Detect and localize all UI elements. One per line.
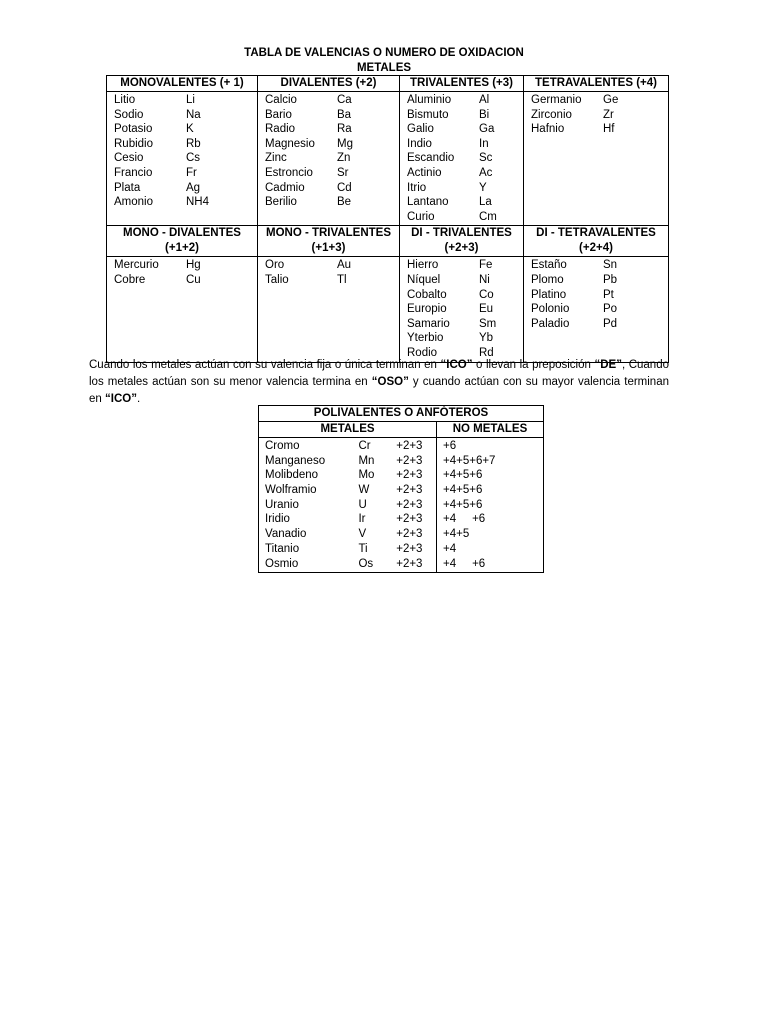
poly-element-symbol: Ti xyxy=(358,542,368,555)
element-name: Plata xyxy=(114,181,141,194)
element-symbol: Pb xyxy=(603,273,618,286)
poly-element-name: Titanio xyxy=(265,542,300,555)
para-bold: “ICO” xyxy=(440,359,473,371)
element-row xyxy=(114,122,257,137)
poly-body-row xyxy=(259,438,544,573)
poly-nometal-valence: +4+5 xyxy=(443,528,470,541)
element-symbol: Co xyxy=(479,288,494,301)
poly-row xyxy=(265,527,436,542)
element-row xyxy=(407,137,523,152)
element-list xyxy=(524,257,669,362)
element-name: Amonio xyxy=(114,196,153,209)
poly-element-symbol: Mo xyxy=(358,469,375,482)
element-symbol: Cs xyxy=(186,152,201,165)
poly-metal-valence: +2+3 xyxy=(396,542,423,555)
poly-metal-valence: +2+3 xyxy=(396,557,423,570)
poly-metal-valence: +2+3 xyxy=(396,484,423,497)
element-name: Potasio xyxy=(114,123,153,136)
para-text: , Cuando los metales actúan son su menor valencia termina en xyxy=(89,359,669,388)
valence-table xyxy=(106,75,669,363)
poly-element-name: Iridio xyxy=(265,513,290,526)
poly-element-symbol: Cr xyxy=(358,440,371,452)
element-name: Berilio xyxy=(265,196,297,209)
element-row xyxy=(531,93,668,108)
para-text: . xyxy=(136,393,141,405)
element-row xyxy=(531,288,668,303)
element-symbol: Po xyxy=(603,303,618,316)
element-name: Rodio xyxy=(407,346,438,359)
element-row xyxy=(114,258,257,273)
element-row xyxy=(407,122,523,137)
element-symbol: Ra xyxy=(337,123,352,136)
element-name: Galio xyxy=(407,123,434,136)
poly-row xyxy=(265,454,436,469)
element-row xyxy=(265,93,399,108)
poly-metal-valence: +2+3 xyxy=(396,454,423,467)
element-name: Polonio xyxy=(531,303,570,316)
poly-title: POLIVALENTES O ANFÓTEROS xyxy=(259,406,544,422)
element-name: Estroncio xyxy=(265,166,313,179)
element-symbol: Be xyxy=(337,196,352,209)
element-name: Platino xyxy=(531,288,567,301)
element-row xyxy=(265,108,399,123)
element-symbol: Al xyxy=(479,94,490,106)
poly-row xyxy=(265,468,436,483)
header-line: (+1+2) xyxy=(165,242,199,255)
element-symbol: Zr xyxy=(603,108,614,121)
element-symbol: Y xyxy=(479,181,487,194)
element-symbol: Pd xyxy=(603,317,618,330)
para-bold: “OSO” xyxy=(371,376,409,388)
element-row xyxy=(265,195,399,210)
element-row xyxy=(407,93,523,108)
header-cell: MONOVALENTES (+ 1) xyxy=(107,76,258,92)
poly-row xyxy=(265,483,436,498)
element-row xyxy=(114,137,257,152)
element-symbol: Ge xyxy=(603,94,619,106)
header-line: (+2+3) xyxy=(444,242,479,255)
header-line: (+2+4) xyxy=(579,242,613,255)
poly-metal-list xyxy=(259,438,437,573)
element-row xyxy=(407,210,523,225)
poly-row xyxy=(265,512,436,527)
poly-nometal-valence: +4 +6 xyxy=(443,513,486,526)
element-symbol: Hg xyxy=(186,259,201,272)
para-text: o llevan la preposición xyxy=(472,359,595,371)
poly-row xyxy=(265,498,436,513)
col-metales: METALES xyxy=(259,422,437,438)
element-symbol: Sr xyxy=(337,166,349,179)
poly-element-name: Cromo xyxy=(265,440,300,452)
poly-nometal-valence: +4 xyxy=(443,542,457,555)
element-symbol: Rd xyxy=(479,346,494,359)
element-symbol: Sn xyxy=(603,259,618,272)
element-symbol: NH4 xyxy=(186,196,210,209)
element-symbol: Ni xyxy=(479,273,490,286)
poly-element-symbol: W xyxy=(358,484,370,497)
element-name: Hierro xyxy=(407,259,439,272)
element-list xyxy=(107,257,258,362)
element-name: Paladio xyxy=(531,317,570,330)
element-symbol: Ag xyxy=(186,181,201,194)
element-list xyxy=(400,257,524,362)
poly-element-symbol: Mn xyxy=(358,454,375,467)
element-name: Yterbio xyxy=(407,332,444,345)
poly-nometal-valence: +4+5+6+7 xyxy=(443,454,496,467)
poly-title-row xyxy=(259,406,544,422)
element-row xyxy=(407,273,523,288)
element-symbol: Bi xyxy=(479,108,490,121)
element-list xyxy=(258,92,400,226)
element-row xyxy=(407,181,523,196)
element-row xyxy=(407,195,523,210)
poly-element-symbol: Ir xyxy=(358,513,366,526)
element-name: Aluminio xyxy=(407,94,452,106)
element-row xyxy=(114,108,257,123)
element-name: Oro xyxy=(265,259,285,272)
poly-element-name: Osmio xyxy=(265,557,299,570)
poly-element-symbol: U xyxy=(358,498,367,511)
element-row xyxy=(265,151,399,166)
poly-nometal-valence: +4+5+6 xyxy=(443,498,483,511)
element-name: Germanio xyxy=(531,94,582,106)
element-list xyxy=(107,92,258,226)
element-row xyxy=(114,151,257,166)
header-cell xyxy=(258,226,400,257)
body-row-bottom xyxy=(107,257,669,362)
element-name: Níquel xyxy=(407,273,441,286)
element-row xyxy=(265,137,399,152)
element-name: Talio xyxy=(265,273,289,286)
poly-metal-valence: +2+3 xyxy=(396,469,423,482)
poly-element-name: Wolframio xyxy=(265,484,317,497)
poly-element-symbol: V xyxy=(358,528,367,541)
element-name: Hafnio xyxy=(531,123,565,136)
element-name: Bario xyxy=(265,108,292,121)
element-symbol: Yb xyxy=(479,332,494,345)
header-cell xyxy=(524,226,669,257)
header-cell: DIVALENTES (+2) xyxy=(258,76,400,92)
element-symbol: Au xyxy=(337,259,352,272)
col-no-metales: NO METALES xyxy=(437,422,544,438)
element-row xyxy=(531,108,668,123)
para-text: Cuando los metales actúan con su valencia fija o única terminan en xyxy=(89,359,441,371)
element-name: Mercurio xyxy=(114,259,159,272)
element-row xyxy=(531,258,668,273)
element-row xyxy=(407,331,523,346)
header-line: MONO - TRIVALENTES xyxy=(265,227,391,240)
element-symbol: Na xyxy=(186,108,201,121)
poly-nometal-valence: +6 xyxy=(443,440,457,452)
element-symbol: Mg xyxy=(337,137,353,150)
element-row xyxy=(531,302,668,317)
element-row xyxy=(265,166,399,181)
element-list xyxy=(524,92,669,226)
poly-metal-valence: +2+3 xyxy=(396,440,423,452)
element-symbol: Li xyxy=(186,94,195,106)
element-list xyxy=(400,92,524,226)
element-name: Cobalto xyxy=(407,288,447,301)
element-name: Curio xyxy=(407,210,435,223)
element-symbol: Pt xyxy=(603,288,614,301)
header-row-top xyxy=(107,76,669,92)
header-cell xyxy=(400,226,524,257)
element-symbol: Fe xyxy=(479,259,493,272)
element-name: Bismuto xyxy=(407,108,449,121)
element-row xyxy=(531,317,668,332)
element-symbol: Cu xyxy=(186,273,201,286)
element-name: Magnesio xyxy=(265,137,315,150)
element-list xyxy=(258,257,400,362)
poly-element-name: Manganeso xyxy=(265,454,326,467)
header-line: DI - TETRAVALENTES xyxy=(536,227,656,240)
explanation-paragraph xyxy=(89,357,669,408)
element-name: Zinc xyxy=(265,152,287,165)
poly-row xyxy=(265,439,436,454)
element-name: Estaño xyxy=(531,259,567,272)
para-text: y cuando actúan con su mayor valencia terminan en xyxy=(89,376,669,405)
header-line: DI - TRIVALENTES xyxy=(411,227,512,240)
element-row xyxy=(265,181,399,196)
element-name: Cadmio xyxy=(265,181,305,194)
poly-metal-valence: +2+3 xyxy=(396,528,423,541)
poly-metal-valence: +2+3 xyxy=(396,513,423,526)
element-symbol: In xyxy=(479,137,489,150)
element-name: Actinio xyxy=(407,166,442,179)
poly-element-name: Molibdeno xyxy=(265,469,319,482)
element-name: Sodio xyxy=(114,108,144,121)
element-row xyxy=(114,93,257,108)
element-symbol: Zn xyxy=(337,152,351,165)
element-name: Radio xyxy=(265,123,296,136)
header-cell: TRIVALENTES (+3) xyxy=(400,76,524,92)
element-symbol: Sc xyxy=(479,152,493,165)
body-row-top xyxy=(107,92,669,226)
poly-row xyxy=(265,557,436,572)
element-row xyxy=(265,273,399,288)
element-name: Calcio xyxy=(265,94,297,106)
element-row xyxy=(114,166,257,181)
element-row xyxy=(265,122,399,137)
poly-nometal-valence: +4+5+6 xyxy=(443,484,483,497)
element-row xyxy=(407,317,523,332)
element-symbol: Fr xyxy=(186,166,197,179)
element-symbol: Ba xyxy=(337,108,352,121)
element-row xyxy=(114,195,257,210)
element-name: Lantano xyxy=(407,196,449,209)
element-symbol: Ac xyxy=(479,166,493,179)
element-name: Escandio xyxy=(407,152,455,165)
element-symbol: Ga xyxy=(479,123,495,136)
element-name: Indio xyxy=(407,137,432,150)
element-name: Europio xyxy=(407,303,447,316)
header-cell: TETRAVALENTES (+4) xyxy=(524,76,669,92)
para-bold: “DE” xyxy=(594,359,622,371)
element-name: Rubidio xyxy=(114,137,153,150)
element-row xyxy=(531,273,668,288)
header-row-bottom xyxy=(107,226,669,257)
element-row xyxy=(531,122,668,137)
poly-nometal-valence: +4+5+6 xyxy=(443,469,483,482)
element-symbol: Ca xyxy=(337,94,352,106)
element-symbol: Cd xyxy=(337,181,352,194)
element-row xyxy=(114,273,257,288)
element-symbol: Tl xyxy=(337,273,347,286)
element-row xyxy=(265,258,399,273)
element-symbol: Hf xyxy=(603,123,615,136)
polyvalent-table xyxy=(258,405,544,573)
poly-element-symbol: Os xyxy=(358,557,374,570)
element-name: Francio xyxy=(114,166,153,179)
element-row xyxy=(114,181,257,196)
document-subtitle: METALES xyxy=(356,62,412,74)
poly-nometal-valence: +4 +6 xyxy=(443,557,486,570)
element-symbol: La xyxy=(479,196,492,209)
element-row xyxy=(407,108,523,123)
element-symbol: Sm xyxy=(479,317,497,330)
element-row xyxy=(407,302,523,317)
element-symbol: Rb xyxy=(186,137,201,150)
element-row xyxy=(407,151,523,166)
poly-header-row xyxy=(259,422,544,438)
header-line: MONO - DIVALENTES xyxy=(123,227,241,240)
element-name: Plomo xyxy=(531,273,564,286)
element-row xyxy=(407,258,523,273)
element-name: Litio xyxy=(114,94,136,106)
element-name: Cesio xyxy=(114,152,144,165)
element-name: Itrio xyxy=(407,181,427,194)
element-row xyxy=(407,288,523,303)
element-symbol: Eu xyxy=(479,303,494,316)
poly-element-name: Vanadio xyxy=(265,528,307,541)
para-bold: “ICO” xyxy=(105,393,137,405)
element-name: Samario xyxy=(407,317,450,330)
header-cell xyxy=(107,226,258,257)
element-row xyxy=(407,166,523,181)
element-name: Zirconio xyxy=(531,108,572,121)
poly-row xyxy=(265,542,436,557)
header-line: (+1+3) xyxy=(311,242,346,255)
poly-metal-valence: +2+3 xyxy=(396,498,423,511)
poly-element-name: Uranio xyxy=(265,498,299,511)
element-name: Cobre xyxy=(114,273,146,286)
element-symbol: Cm xyxy=(479,210,497,223)
poly-nometal-list xyxy=(437,438,544,573)
document-title: TABLA DE VALENCIAS O NUMERO DE OXIDACION xyxy=(244,47,524,59)
element-symbol: K xyxy=(186,123,194,136)
